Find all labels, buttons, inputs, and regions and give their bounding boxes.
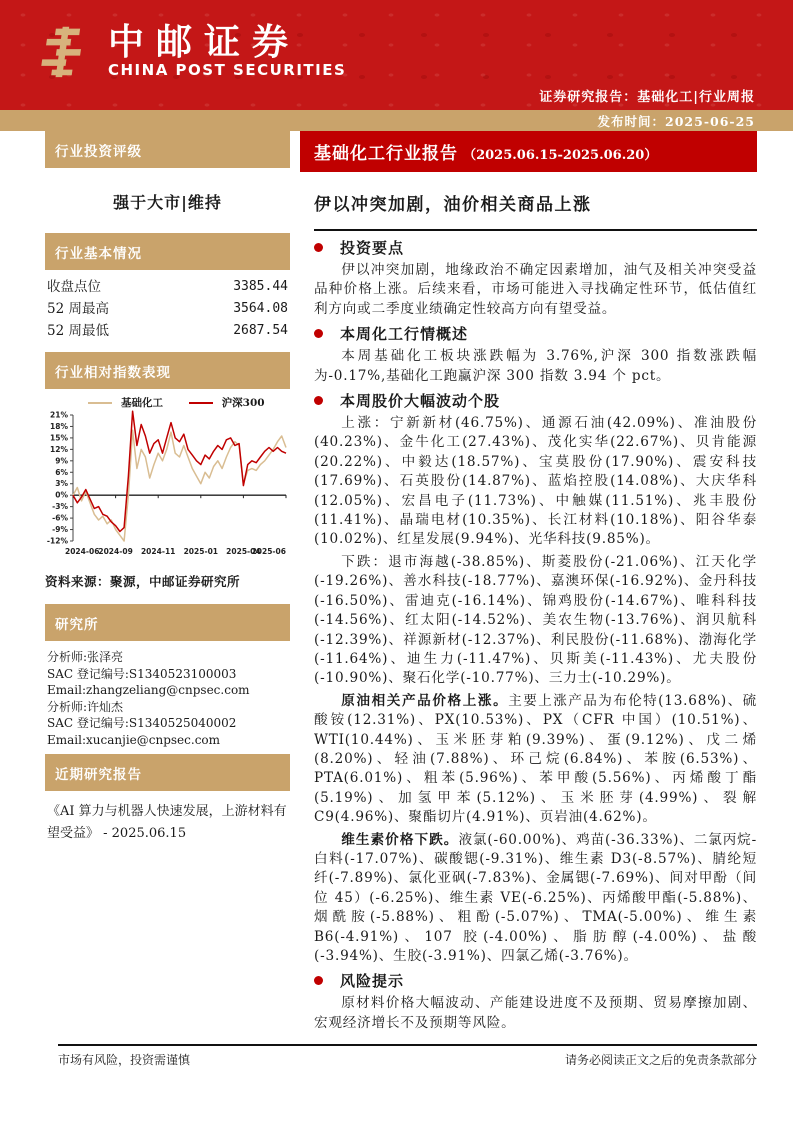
svg-text:6%: 6% — [55, 467, 68, 477]
vitamin-body: 液氯(-60.00%)、鸡苗(-36.33%)、二氯丙烷-白料(-17.07%)、碳酸锶(-9.31%)、维生素 D3(-8.57%)、腈纶短纤(-7.89%)、氯化亚砜(-7.83%)、金属锶(-7.69%)、间对甲酚（间位 45）(-6.25%)、维生素 VE(-6.25%)、丙烯酸甲酯(-5.88%)、烟酰胺(-5.88%)、粗酚(-5.07%)、TMA(-5.00%)、维生素 B6(-4.91%)、107 胶(-4.00%)、脂肪醇(-4.00%)、盐酸(-3.94%)、生胶(-3.91%)、四氯乙烯(-3.76%)。 — [314, 831, 758, 964]
report-period: （2025.06.15-2025.06.20） — [463, 148, 658, 163]
analyst-sac: SAC 登记编号:S1340523100003 — [47, 666, 237, 681]
relative-index-header: 行业相对指数表现 — [45, 352, 290, 389]
analyst-sac: SAC 登记编号:S1340525040002 — [47, 716, 237, 730]
oil-products-lead: 原油相关产品价格上涨。 — [341, 692, 509, 709]
chart-source-note: 资料来源：聚源，中邮证券研究所 — [45, 574, 241, 589]
row-label: 52 周最低 — [47, 323, 109, 339]
svg-text:21%: 21% — [50, 410, 68, 420]
basic-info-header: 行业基本情况 — [45, 233, 290, 270]
legend-swatch-industry — [88, 402, 112, 404]
svg-text:0%: 0% — [55, 490, 68, 500]
investment-points-body: 伊以冲突加剧，地缘政治不确定因素增加，油气及相关冲突受益品种价格上涨。后续来看，市场可能进入寻找确定性环节，低估值红利方向或二季度业绩确定性较高方向有望受益。 — [314, 262, 757, 317]
section-heading-label: 本周股价大幅波动个股 — [340, 392, 501, 411]
svg-text:2024-06: 2024-06 — [65, 547, 100, 556]
section-heading-investment-points — [314, 237, 757, 258]
svg-text:18%: 18% — [50, 421, 68, 431]
section-heading-label: 投资要点 — [340, 239, 405, 257]
basic-info-table — [45, 270, 290, 352]
analyst-name: 分析师:许灿杰 — [47, 699, 124, 714]
row-label: 收盘点位 — [47, 279, 101, 295]
report-title-box — [300, 131, 757, 172]
section-heading-stock-movers — [314, 390, 757, 411]
bullet-icon — [314, 976, 323, 985]
row-value: 2687.54 — [233, 323, 288, 338]
svg-text:15%: 15% — [50, 433, 68, 443]
china-post-logo-icon — [38, 22, 94, 80]
legend-item-industry — [88, 395, 163, 410]
vitamin-paragraph — [314, 831, 757, 967]
main-content — [300, 131, 757, 1036]
table-row — [47, 276, 288, 298]
institute-header: 研究所 — [45, 604, 290, 641]
report-subtitle: 伊以冲突加剧，油价相关商品上涨 — [314, 195, 592, 215]
table-row — [47, 298, 288, 320]
svg-text:2025-01: 2025-01 — [183, 547, 219, 556]
svg-text:2025-04: 2025-04 — [226, 547, 261, 556]
bullet-icon — [314, 396, 323, 405]
legend-swatch-index — [189, 402, 213, 404]
legend-item-index — [189, 395, 265, 410]
row-value: 3564.08 — [233, 301, 288, 316]
company-logo — [38, 22, 346, 80]
svg-text:-12%: -12% — [46, 536, 68, 546]
svg-text:2025-06: 2025-06 — [251, 547, 286, 556]
stocks-up-paragraph: 上涨：宁新新材(46.75%)、通源石油(42.09%)、准油股份(40.23%)、金牛化工(27.43%)、茂化实华(22.67%)、贝肯能源(20.22%)、中毅达(18.57%)、宝莫股份(17.90%)、震安科技(17.69%)、石英股份(14.87%)、蓝焰控股(14.08%)、大庆华科(12.05%)、宏昌电子(11.73%)、中触媒(11.51%)、兆丰股份(11.41%)、晶瑞电材(10.35%)、长江材料(10.18%)、阳谷华泰(10.02%)、红星发展(9.94%)、光华科技(9.85%)。 — [314, 415, 757, 548]
section-heading-risk — [314, 970, 757, 991]
chart-legend — [63, 395, 290, 410]
analyst-info — [45, 641, 290, 754]
table-row — [47, 320, 288, 342]
svg-text:-6%: -6% — [52, 513, 68, 523]
publish-date: 发布时间：2025-06-25 — [597, 114, 755, 129]
legend-label-industry: 基础化工 — [121, 397, 164, 409]
row-label: 52 周最高 — [47, 301, 109, 317]
svg-text:3%: 3% — [55, 479, 68, 489]
oil-products-body: 主要上涨产品为布伦特(13.68%)、硫酸铵(12.31%)、PX(10.53%)、PX（CFR 中国）(10.51%)、WTI(10.44%)、玉米胚芽粕(9.39%)、蛋(9.12%)、戊二烯(8.20%)、轻油(7.88%)、环己烷(6.84%)、苯胺(6.53%)、PTA(6.01%)、粗苯(5.96%)、苯甲酸(5.56%)、丙烯酸丁酯(5.19%)、加氢甲苯(5.12%)、玉米胚芽(4.99%)、裂解 C9(4.96%)、聚酯切片(4.91%)、页岩油(4.62%)。 — [314, 692, 757, 826]
svg-text:-9%: -9% — [52, 525, 68, 535]
stocks-down-paragraph: 下跌：退市海越(-38.85%)、斯菱股份(-21.06%)、江天化学(-19.26%)、善水科技(-18.77%)、嘉澳环保(-16.92%)、金丹科技(-16.50%)、雷迪克(-16.14%)、锦鸡股份(-14.67%)、唯科科技(-14.56%)、红太阳(-14.52%)、美农生物(-13.76%)、润贝航科(-12.39%)、祥源新材(-12.37%)、利民股份(-11.68%)、渤海化学(-11.64%)、迪生力(-11.47%)、贝斯美(-11.43%)、尤夫股份(-10.90%)、聚石化学(-10.77%)、三力士(-10.29%)。 — [314, 553, 757, 687]
oil-products-paragraph — [314, 692, 757, 828]
rating-section-header: 行业投资评级 — [45, 131, 290, 168]
row-value: 3385.44 — [233, 279, 288, 294]
bullet-icon — [314, 329, 323, 338]
legend-label-index: 沪深300 — [221, 397, 265, 409]
vitamin-lead: 维生素价格下跌。 — [341, 831, 459, 848]
section-heading-label: 风险提示 — [340, 972, 405, 991]
recent-reports-header: 近期研究报告 — [45, 754, 290, 791]
svg-text:2024-11: 2024-11 — [140, 547, 176, 556]
subtitle-divider — [314, 229, 757, 231]
weekly-overview-body: 本周基础化工板块涨跌幅为 3.76%,沪深 300 指数涨跌幅为-0.17%,基础化工跑赢沪深 300 指数 3.94 个 pct。 — [314, 348, 757, 384]
svg-text:2024-09: 2024-09 — [98, 547, 133, 556]
section-heading-label: 本周化工行情概述 — [340, 325, 469, 344]
analyst-email: Email:xucanjie@cnpsec.com — [47, 732, 221, 747]
bullet-icon — [314, 243, 323, 252]
analyst-email: Email:zhangzeliang@cnpsec.com — [47, 683, 250, 697]
company-name-en: CHINA POST SECURITIES — [108, 61, 347, 79]
footer-disclaimer-left: 市场有风险，投资需谨慎 — [58, 1053, 191, 1067]
analyst-name: 分析师:张泽亮 — [47, 650, 124, 664]
header-band — [0, 0, 793, 110]
report-type-label: 证券研究报告：基础化工|行业周报 — [539, 90, 755, 105]
risk-body: 原材料价格大幅波动、产能建设进度不及预期、贸易摩擦加剧、宏观经济增长不及预期等风险。 — [314, 995, 757, 1031]
recent-report-item: 《AI 算力与机器人快速发展，上游材料有望受益》 - 2025.06.15 — [47, 804, 287, 841]
svg-text:12%: 12% — [50, 444, 68, 454]
company-name-cn: 中邮证券 — [108, 21, 301, 63]
line-chart-canvas — [45, 410, 290, 558]
svg-text:-3%: -3% — [52, 502, 68, 512]
footer-disclaimer-right: 请务必阅读正文之后的免责条款部分 — [564, 1053, 757, 1067]
svg-text:9%: 9% — [55, 456, 68, 466]
section-heading-weekly-overview — [314, 323, 757, 344]
sidebar — [45, 131, 290, 845]
footer-divider — [58, 1044, 757, 1046]
report-title: 基础化工行业报告 — [314, 144, 458, 164]
relative-index-chart — [45, 395, 290, 562]
rating-value: 强于大市|维持 — [113, 193, 222, 212]
